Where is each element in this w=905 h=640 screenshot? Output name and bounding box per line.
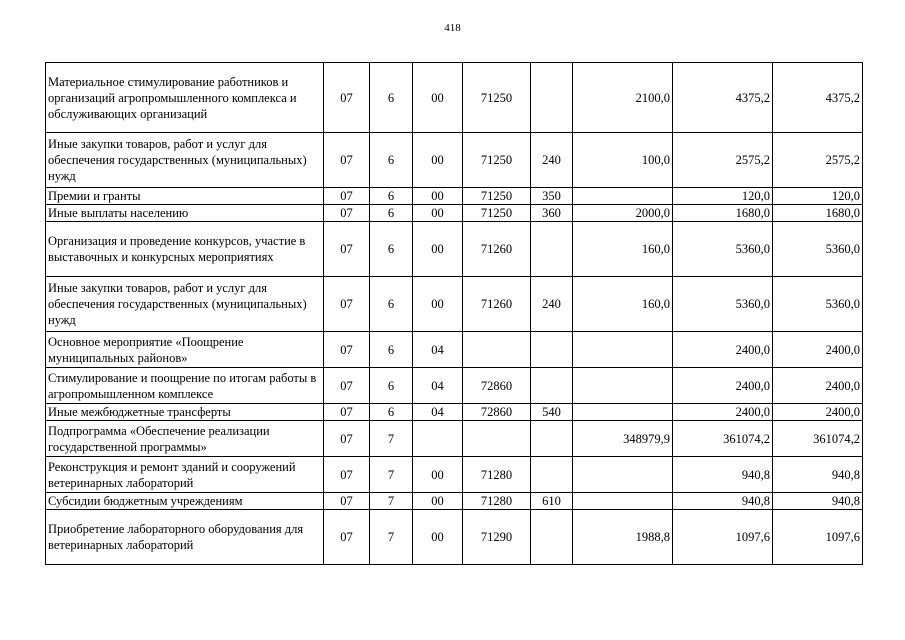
expense-type-code: 360 [531, 205, 573, 222]
expense-type-code: 610 [531, 493, 573, 510]
amount-2: 4375,2 [673, 63, 773, 133]
target-article-code: 71280 [463, 493, 531, 510]
table-row [46, 368, 863, 404]
table-row [46, 457, 863, 493]
program-code: 00 [413, 205, 463, 222]
program-code: 04 [413, 368, 463, 404]
table-row [46, 277, 863, 332]
subsection-code: 6 [370, 133, 413, 188]
expense-type-code [531, 222, 573, 277]
subsection-code: 7 [370, 457, 413, 493]
program-code: 00 [413, 133, 463, 188]
table-row [46, 493, 863, 510]
target-article-code: 71250 [463, 188, 531, 205]
row-name: Организация и проведение конкурсов, участие в выставочных и конкурсных мероприятиях [46, 222, 324, 277]
section-code: 07 [324, 222, 370, 277]
program-code: 00 [413, 510, 463, 565]
subsection-code: 6 [370, 332, 413, 368]
amount-1: 348979,9 [573, 421, 673, 457]
amount-3: 120,0 [773, 188, 863, 205]
budget-table [45, 62, 863, 565]
row-name: Премии и гранты [46, 188, 324, 205]
row-name: Основное мероприятие «Поощрение муниципальных районов» [46, 332, 324, 368]
amount-3: 2400,0 [773, 368, 863, 404]
amount-3: 5360,0 [773, 222, 863, 277]
row-name: Иные выплаты населению [46, 205, 324, 222]
program-code: 00 [413, 493, 463, 510]
amount-3: 940,8 [773, 457, 863, 493]
table-row [46, 188, 863, 205]
section-code: 07 [324, 63, 370, 133]
section-code: 07 [324, 457, 370, 493]
amount-2: 2575,2 [673, 133, 773, 188]
amount-2: 5360,0 [673, 222, 773, 277]
amount-1 [573, 404, 673, 421]
expense-type-code: 350 [531, 188, 573, 205]
row-name: Субсидии бюджетным учреждениям [46, 493, 324, 510]
target-article-code [463, 421, 531, 457]
subsection-code: 6 [370, 277, 413, 332]
program-code: 04 [413, 404, 463, 421]
table-row [46, 510, 863, 565]
row-name: Подпрограмма «Обеспечение реализации государственной программы» [46, 421, 324, 457]
section-code: 07 [324, 404, 370, 421]
section-code: 07 [324, 510, 370, 565]
expense-type-code [531, 332, 573, 368]
amount-2: 1097,6 [673, 510, 773, 565]
amount-1 [573, 493, 673, 510]
program-code: 00 [413, 63, 463, 133]
amount-2: 120,0 [673, 188, 773, 205]
amount-2: 5360,0 [673, 277, 773, 332]
target-article-code: 71250 [463, 205, 531, 222]
amount-1: 160,0 [573, 277, 673, 332]
amount-1: 1988,8 [573, 510, 673, 565]
target-article-code: 71260 [463, 277, 531, 332]
row-name: Материальное стимулирование работников и организаций агропромышленного комплекса и обслуживающих организаций [46, 63, 324, 133]
program-code: 04 [413, 332, 463, 368]
target-article-code: 71260 [463, 222, 531, 277]
row-name: Приобретение лабораторного оборудования для ветеринарных лабораторий [46, 510, 324, 565]
expense-type-code [531, 510, 573, 565]
program-code: 00 [413, 277, 463, 332]
amount-3: 1097,6 [773, 510, 863, 565]
expense-type-code [531, 63, 573, 133]
table-row [46, 404, 863, 421]
amount-2: 2400,0 [673, 404, 773, 421]
expense-type-code: 240 [531, 133, 573, 188]
amount-2: 1680,0 [673, 205, 773, 222]
amount-2: 940,8 [673, 457, 773, 493]
table-row [46, 222, 863, 277]
row-name: Иные закупки товаров, работ и услуг для обеспечения государственных (муниципальных) нужд [46, 277, 324, 332]
expense-type-code [531, 457, 573, 493]
target-article-code: 71250 [463, 63, 531, 133]
expense-type-code [531, 421, 573, 457]
section-code: 07 [324, 188, 370, 205]
amount-3: 2575,2 [773, 133, 863, 188]
subsection-code: 7 [370, 421, 413, 457]
row-name: Стимулирование и поощрение по итогам работы в агропромышленном комплексе [46, 368, 324, 404]
subsection-code: 7 [370, 510, 413, 565]
amount-1: 2100,0 [573, 63, 673, 133]
subsection-code: 6 [370, 205, 413, 222]
amount-3: 940,8 [773, 493, 863, 510]
amount-2: 2400,0 [673, 332, 773, 368]
page-number: 418 [444, 22, 461, 34]
amount-1: 160,0 [573, 222, 673, 277]
target-article-code: 72860 [463, 404, 531, 421]
amount-2: 940,8 [673, 493, 773, 510]
program-code: 00 [413, 222, 463, 277]
table-row [46, 421, 863, 457]
subsection-code: 6 [370, 63, 413, 133]
row-name: Иные межбюджетные трансферты [46, 404, 324, 421]
amount-3: 361074,2 [773, 421, 863, 457]
target-article-code [463, 332, 531, 368]
section-code: 07 [324, 421, 370, 457]
target-article-code: 72860 [463, 368, 531, 404]
subsection-code: 6 [370, 368, 413, 404]
program-code: 00 [413, 457, 463, 493]
amount-3: 5360,0 [773, 277, 863, 332]
expense-type-code [531, 368, 573, 404]
target-article-code: 71280 [463, 457, 531, 493]
section-code: 07 [324, 368, 370, 404]
subsection-code: 6 [370, 404, 413, 421]
program-code [413, 421, 463, 457]
section-code: 07 [324, 493, 370, 510]
program-code: 00 [413, 188, 463, 205]
amount-2: 2400,0 [673, 368, 773, 404]
row-name: Иные закупки товаров, работ и услуг для обеспечения государственных (муниципальных) нужд [46, 133, 324, 188]
subsection-code: 7 [370, 493, 413, 510]
section-code: 07 [324, 277, 370, 332]
section-code: 07 [324, 205, 370, 222]
amount-3: 4375,2 [773, 63, 863, 133]
subsection-code: 6 [370, 188, 413, 205]
amount-1 [573, 188, 673, 205]
amount-1 [573, 332, 673, 368]
amount-1 [573, 457, 673, 493]
row-name: Реконструкция и ремонт зданий и сооружений ветеринарных лабораторий [46, 457, 324, 493]
amount-3: 2400,0 [773, 404, 863, 421]
amount-1: 100,0 [573, 133, 673, 188]
table-row [46, 133, 863, 188]
amount-3: 2400,0 [773, 332, 863, 368]
section-code: 07 [324, 332, 370, 368]
table-row [46, 332, 863, 368]
target-article-code: 71250 [463, 133, 531, 188]
target-article-code: 71290 [463, 510, 531, 565]
amount-3: 1680,0 [773, 205, 863, 222]
section-code: 07 [324, 133, 370, 188]
table-row [46, 205, 863, 222]
expense-type-code: 240 [531, 277, 573, 332]
amount-1 [573, 368, 673, 404]
amount-2: 361074,2 [673, 421, 773, 457]
subsection-code: 6 [370, 222, 413, 277]
table-row [46, 63, 863, 133]
amount-1: 2000,0 [573, 205, 673, 222]
expense-type-code: 540 [531, 404, 573, 421]
